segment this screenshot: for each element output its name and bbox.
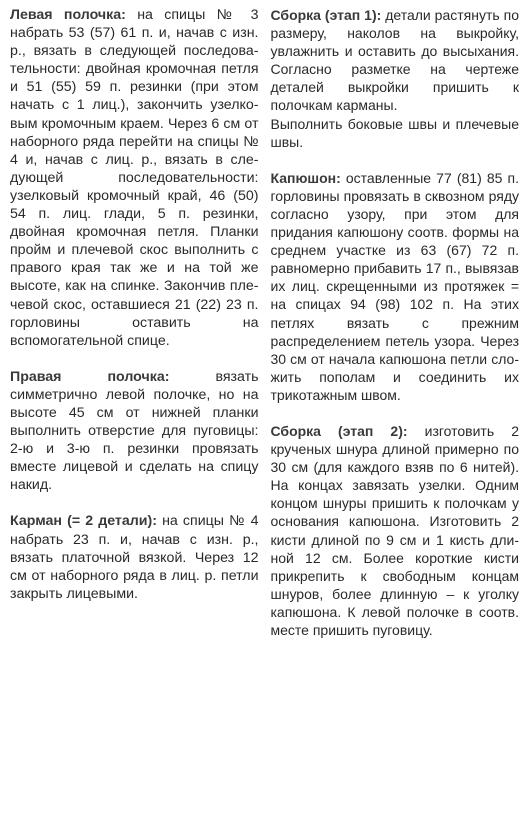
section-left-front xyxy=(10,6,259,350)
section-right-front xyxy=(10,368,259,495)
section-heading: Карман (= 2 детали): xyxy=(10,513,157,530)
section-assembly-2 xyxy=(271,422,520,639)
section-pocket xyxy=(10,512,259,602)
section-body: детали растянуть по размеру, наколов на выкройку, увлажнить и оставить до высыхания. Согласно разметке на чертеже деталей выкройки пришить к полочкам карманы. xyxy=(270,7,520,114)
section-body: на спицы № 4 набрать 23 п. и, начав с изн. р., вязать платочной вязкой. Через 12 см от наборного ряда в лиц. р. петли закрыть лицевыми. xyxy=(10,513,259,602)
section-assembly-1 xyxy=(271,6,520,151)
section-heading: Сборка (этап 2): xyxy=(270,422,408,439)
section-body: вязать симметрично левой полочке, но на высоте 45 см от нижней планки выполнить отверстие для пуговицы: 2-ю и 3-ю п. резинки провязать вместе лицевой и сделать на спицу накид. xyxy=(10,368,259,494)
left-column xyxy=(10,6,259,828)
section-body: на спицы № 3 набрать 53 (57) 61 п. и, начав с изн. р., вязать в следующей последовательности: двойная кромочная петля и 51 (55) 59 п. резинки (при этом начать с 1 лиц.), закончить узелковым кромочным краем. Через 6 см от наборного ряда перейти на спицы № 4 и, начав с лиц. р., вязать в следующей последовательности: узелковый кромочный край, 46 (50) 54 п. лиц. глади, 5 п. резинки, двойная кромочная петля. Планки пройм и плечевой скос выполнить с правого края так же и на той же высоте, как на спинке. Закончив плечевой скос, оставшиеся 21 (22) 23 п. горловины оставить на вспомогательной спице. xyxy=(10,7,259,349)
section-heading: Правая полочка: xyxy=(10,368,170,385)
section-hood xyxy=(271,169,520,404)
section-body-continued: Выполнить боковые швы и плечевые швы. xyxy=(270,115,519,150)
right-column xyxy=(271,6,520,828)
section-body: изготовить 2 крученых шнура длиной примерно по 30 см (для каждого взяв по 6 нитей). На концах завязать узелки. Одним концом шнуры пришить к полочкам у основания капюшона. Изготовить 2 кисти длиной по 9 см и 1 кисть длиной 12 см. Более короткие кисти прикрепить к свободным концам шнуров, более длинную – к уголку капюшона. К левой полочке в соотв. месте пришить пуговицу. xyxy=(270,422,520,638)
section-heading: Сборка (этап 1): xyxy=(270,7,382,23)
section-heading: Левая полочка: xyxy=(10,7,126,23)
section-body: оставленные 77 (81) 85 п. горловины провязать в сквозном ряду согласно узору, при этом для придания капюшону соотв. формы на среднем участке из 63 (67) 72 п. равномерно прибавить 17 п., вывязав их лиц. скрещенными из протяжек = на спицах 94 (98) 102 п. На этих петлях вязать с прежним распределением петель узора. Через 30 см от начала капюшона петли сложить пополам и соединить их трикотажным швом. xyxy=(270,169,519,403)
section-heading: Капюшон: xyxy=(270,169,341,186)
